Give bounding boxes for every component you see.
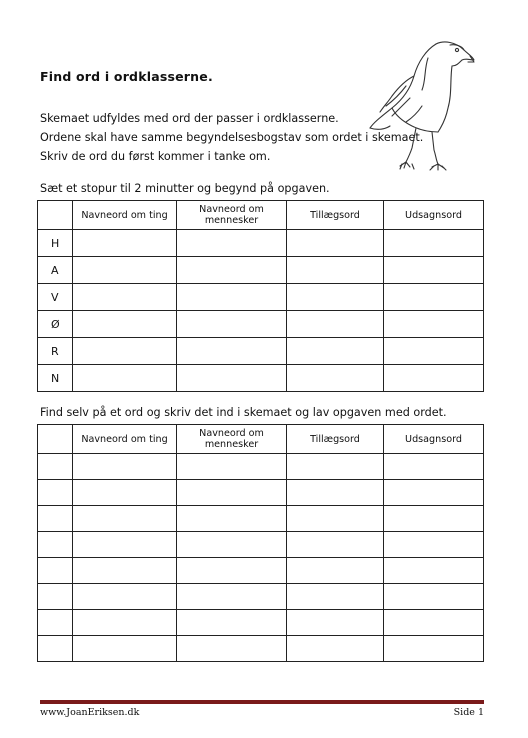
answer-cell[interactable] — [384, 636, 484, 662]
row-letter: H — [38, 230, 73, 257]
answer-cell[interactable] — [73, 454, 177, 480]
answer-cell[interactable] — [287, 532, 384, 558]
row-letter: Ø — [38, 311, 73, 338]
header-verbs: Udsagnsord — [384, 425, 484, 454]
answer-cell[interactable] — [177, 558, 287, 584]
answer-cell[interactable] — [384, 365, 484, 392]
answer-cell[interactable] — [384, 338, 484, 365]
answer-cell[interactable] — [384, 584, 484, 610]
answer-cell[interactable] — [287, 284, 384, 311]
intro-line: Skriv de ord du først kommer i tanke om. — [40, 150, 271, 163]
answer-cell[interactable] — [287, 480, 384, 506]
section1-instruction: Sæt et stopur til 2 minutter og begynd på opgaven. — [40, 182, 330, 195]
row-letter[interactable] — [38, 480, 73, 506]
footer-divider — [40, 700, 484, 704]
row-letter[interactable] — [38, 584, 73, 610]
answer-cell[interactable] — [287, 454, 384, 480]
header-adjectives: Tillægsord — [287, 201, 384, 230]
answer-cell[interactable] — [384, 558, 484, 584]
answer-cell[interactable] — [73, 284, 177, 311]
answer-cell[interactable] — [177, 284, 287, 311]
header-nouns-people: Navneord om mennesker — [177, 425, 287, 454]
answer-cell[interactable] — [73, 311, 177, 338]
answer-cell[interactable] — [73, 365, 177, 392]
answer-cell[interactable] — [177, 257, 287, 284]
answer-cell[interactable] — [287, 584, 384, 610]
table-row — [38, 636, 484, 662]
answer-cell[interactable] — [384, 284, 484, 311]
answer-cell[interactable] — [384, 480, 484, 506]
answer-cell[interactable] — [73, 532, 177, 558]
table-row — [38, 558, 484, 584]
word-table-1 — [37, 200, 484, 392]
intro-line: Ordene skal have samme begyndelsesbogstav som ordet i skemaet. — [40, 131, 424, 144]
row-letter: R — [38, 338, 73, 365]
answer-cell[interactable] — [73, 230, 177, 257]
worksheet-title: Find ord i ordklasserne. — [40, 69, 213, 84]
answer-cell[interactable] — [73, 610, 177, 636]
table-row — [38, 230, 484, 257]
table-row — [38, 584, 484, 610]
table-row — [38, 311, 484, 338]
table-header-row — [38, 425, 484, 454]
answer-cell[interactable] — [287, 636, 384, 662]
header-verbs: Udsagnsord — [384, 201, 484, 230]
answer-cell[interactable] — [177, 311, 287, 338]
answer-cell[interactable] — [177, 636, 287, 662]
answer-cell[interactable] — [384, 610, 484, 636]
answer-cell[interactable] — [177, 532, 287, 558]
answer-cell[interactable] — [73, 480, 177, 506]
answer-cell[interactable] — [287, 257, 384, 284]
row-letter[interactable] — [38, 532, 73, 558]
row-letter[interactable] — [38, 506, 73, 532]
row-letter[interactable] — [38, 636, 73, 662]
footer-website: www.JoanEriksen.dk — [40, 707, 140, 718]
answer-cell[interactable] — [287, 610, 384, 636]
table-row — [38, 506, 484, 532]
table-row — [38, 480, 484, 506]
footer-page-number: Side 1 — [453, 707, 484, 718]
answer-cell[interactable] — [73, 558, 177, 584]
row-letter[interactable] — [38, 454, 73, 480]
answer-cell[interactable] — [384, 532, 484, 558]
answer-cell[interactable] — [384, 311, 484, 338]
answer-cell[interactable] — [73, 636, 177, 662]
answer-cell[interactable] — [177, 610, 287, 636]
row-letter: V — [38, 284, 73, 311]
answer-cell[interactable] — [287, 338, 384, 365]
row-letter: N — [38, 365, 73, 392]
table-row — [38, 454, 484, 480]
header-letter — [38, 425, 73, 454]
answer-cell[interactable] — [177, 506, 287, 532]
header-nouns-things: Navneord om ting — [73, 201, 177, 230]
eagle-illustration — [366, 36, 478, 172]
answer-cell[interactable] — [384, 506, 484, 532]
header-nouns-people: Navneord om mennesker — [177, 201, 287, 230]
answer-cell[interactable] — [73, 257, 177, 284]
answer-cell[interactable] — [287, 365, 384, 392]
answer-cell[interactable] — [73, 506, 177, 532]
section2-instruction: Find selv på et ord og skriv det ind i skemaet og lav opgaven med ordet. — [40, 406, 447, 419]
table-row — [38, 284, 484, 311]
answer-cell[interactable] — [177, 365, 287, 392]
table-header-row — [38, 201, 484, 230]
table-row — [38, 365, 484, 392]
header-nouns-things: Navneord om ting — [73, 425, 177, 454]
intro-line: Skemaet udfyldes med ord der passer i ordklasserne. — [40, 112, 339, 125]
row-letter[interactable] — [38, 610, 73, 636]
table-row — [38, 257, 484, 284]
answer-cell[interactable] — [73, 584, 177, 610]
answer-cell[interactable] — [384, 454, 484, 480]
answer-cell[interactable] — [177, 230, 287, 257]
answer-cell[interactable] — [177, 338, 287, 365]
answer-cell[interactable] — [384, 257, 484, 284]
answer-cell[interactable] — [177, 584, 287, 610]
answer-cell[interactable] — [177, 480, 287, 506]
header-adjectives: Tillægsord — [287, 425, 384, 454]
answer-cell[interactable] — [287, 558, 384, 584]
row-letter: A — [38, 257, 73, 284]
answer-cell[interactable] — [287, 230, 384, 257]
word-table-2 — [37, 424, 484, 662]
answer-cell[interactable] — [73, 338, 177, 365]
answer-cell[interactable] — [384, 230, 484, 257]
table-row — [38, 532, 484, 558]
row-letter[interactable] — [38, 558, 73, 584]
answer-cell[interactable] — [287, 311, 384, 338]
header-letter — [38, 201, 73, 230]
table-row — [38, 338, 484, 365]
answer-cell[interactable] — [287, 506, 384, 532]
answer-cell[interactable] — [177, 454, 287, 480]
table-row — [38, 610, 484, 636]
